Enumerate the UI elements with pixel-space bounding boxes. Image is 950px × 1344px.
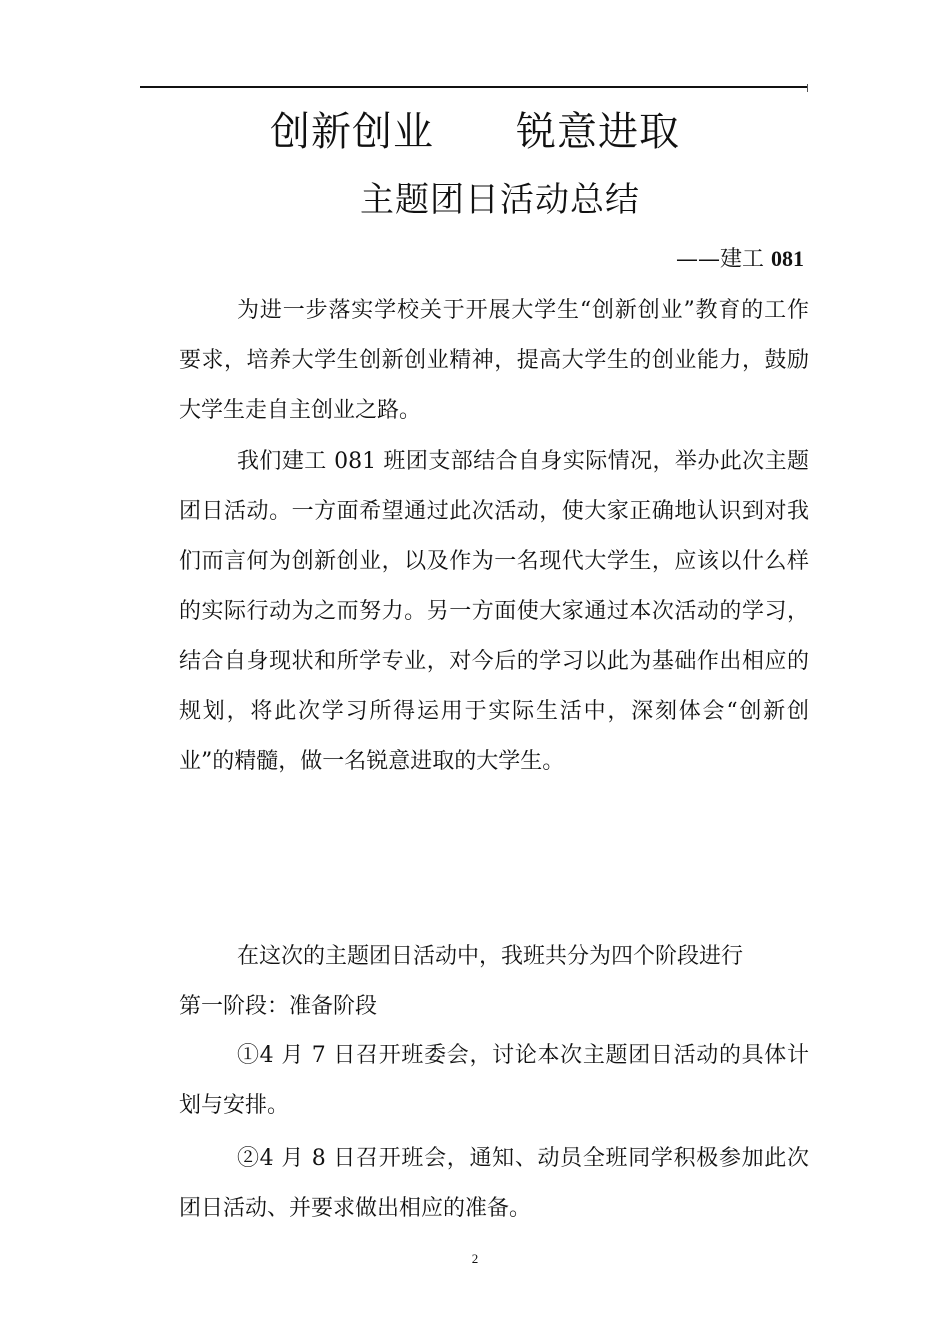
list-item-step-1: ①4 月 7 日召开班委会，讨论本次主题团日活动的具体计划与安排。 (179, 1043, 809, 1118)
section-heading-stage-one: 第一阶段：准备阶段 (179, 994, 378, 1019)
document-subtitle: 主题团日活动总结 (360, 180, 640, 220)
header-rule-end-mark (807, 84, 808, 92)
byline-class-number: 081 (771, 246, 804, 271)
document-title: 创新创业 锐意进取 (270, 109, 680, 155)
list-item-step-2: ②4 月 8 日召开班会，通知、动员全班同学积极参加此次团日活动、并要求做出相应的准备。 (179, 1146, 809, 1221)
byline (676, 242, 804, 277)
byline-prefix: ——建工 (676, 247, 771, 272)
page-number: 2 (471, 1251, 479, 1266)
paragraph-stages-intro: 在这次的主题团日活动中，我班共分为四个阶段进行 (237, 944, 744, 969)
paragraph-purpose: 我们建工 081 班团支部结合自身实际情况，举办此次主题团日活动。一方面希望通过此次活动，使大家正确地认识到对我们而言何为创新创业，以及作为一名现代大学生，应该以什么样的实际行动为之而努力。另一方面使大家通过本次活动的学习，结合自身现状和所学专业，对今后的学习以此为基础作出相应的规划，将此次学习所得运用于实际生活中，深刻体会“创新创业”的精髓，做一名锐意进取的大学生。 (179, 449, 809, 774)
header-rule (140, 86, 808, 88)
paragraph-intro: 为进一步落实学校关于开展大学生“创新创业”教育的工作要求，培养大学生创新创业精神，提高大学生的创业能力，鼓励大学生走自主创业之路。 (179, 298, 809, 423)
